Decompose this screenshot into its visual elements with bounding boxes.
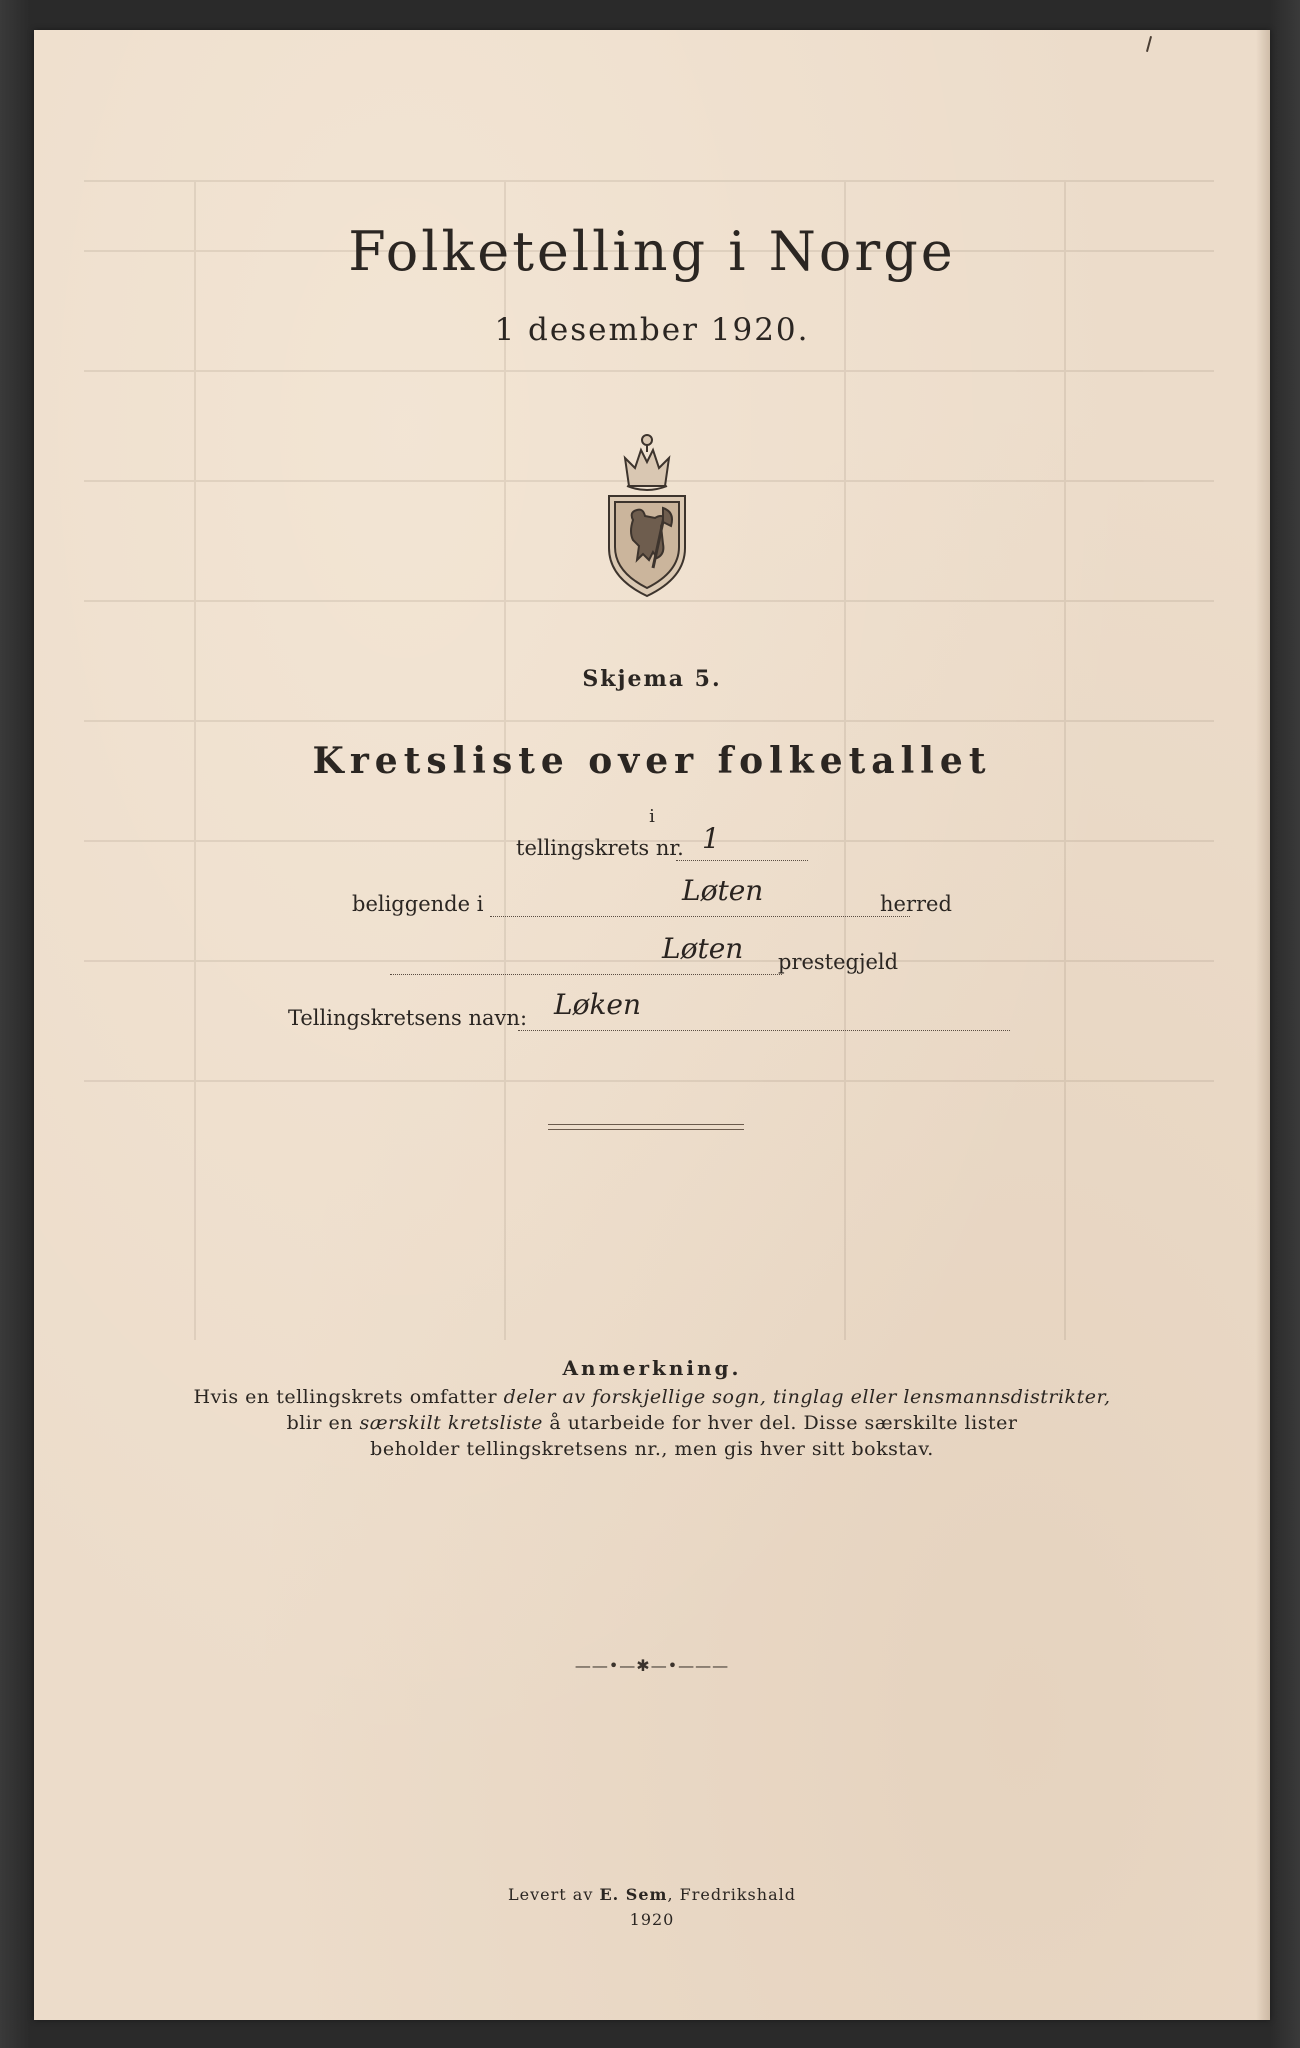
tellingskrets-line <box>676 860 808 861</box>
tellingskrets-value: 1 <box>702 822 720 855</box>
remark-line-1-plain: Hvis en tellingskrets omfatter <box>193 1386 504 1408</box>
tellingskrets-label: tellingskrets nr. <box>516 836 684 860</box>
printer-prefix: Levert av <box>508 1885 600 1904</box>
section-divider <box>548 1124 744 1130</box>
prestegjeld-value: Løten <box>662 932 744 965</box>
printer-suffix: , Fredrikshald <box>667 1885 796 1904</box>
form-heading: Kretsliste over folketallet <box>312 740 992 782</box>
document-date: 1 desember 1920. <box>494 312 810 348</box>
remark-line-2-plain-a: blir en <box>286 1412 360 1434</box>
kretsnavn-line <box>518 1030 1010 1031</box>
herred-label: herred <box>880 892 952 916</box>
kretsnavn-label: Tellingskretsens navn: <box>288 1006 528 1030</box>
ornament-rule: ——•—✱—•——— <box>574 1656 730 1675</box>
document-page <box>34 30 1270 2020</box>
beliggende-value: Løten <box>682 874 764 907</box>
norwegian-coat-of-arms-icon <box>599 428 695 600</box>
remark-line-2-plain-b: å utarbeide for hver del. Disse særskilte lister <box>542 1412 1018 1434</box>
printer-credit <box>34 1885 1270 1904</box>
beliggende-line <box>490 916 910 917</box>
printer-name: E. Sem <box>599 1885 668 1904</box>
kretsnavn-value: Løken <box>554 988 642 1021</box>
remark-line-1 <box>34 1386 1270 1408</box>
remark-line-1-italic: deler av forskjellige sogn, tinglag eller lensmannsdistrikter, <box>503 1386 1111 1408</box>
printer-year: 1920 <box>629 1910 675 1929</box>
remark-line-3: beholder tellingskretsens nr., men gis hver sitt bokstav. <box>370 1438 934 1460</box>
corner-pencil-mark <box>1146 36 1152 52</box>
remark-title: Anmerkning. <box>562 1356 742 1380</box>
connector-word: i <box>649 806 655 827</box>
schema-number: Skjema 5. <box>582 666 722 692</box>
beliggende-label: beliggende i <box>352 892 484 916</box>
prestegjeld-line <box>390 974 782 975</box>
remark-line-2-italic: særskilt kretsliste <box>359 1412 543 1434</box>
remark-line-2 <box>34 1412 1270 1434</box>
prestegjeld-label: prestegjeld <box>778 950 899 974</box>
document-title: Folketelling i Norge <box>348 220 956 283</box>
